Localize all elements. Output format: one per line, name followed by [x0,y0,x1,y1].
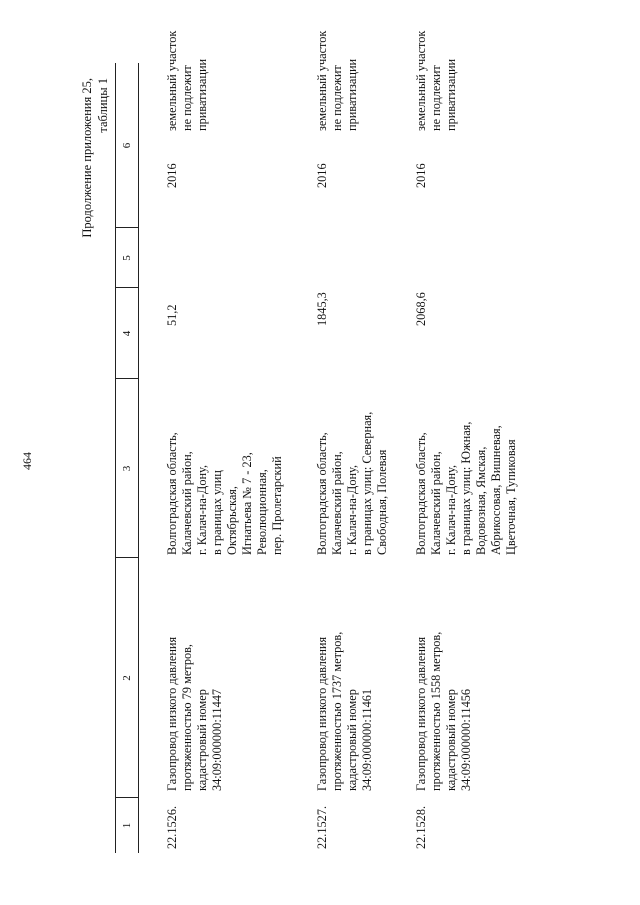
cell-note: земельный участок не подлежит приватизации [414,30,458,131]
caption-line-1: Продолжение приложения 25, [80,78,94,238]
cell-number: 22.1527. [315,805,329,849]
cell-number: 22.1528. [414,805,428,849]
cell-number: 22.1526. [165,805,179,849]
cell-address: Волгоградская область, Калачевский район, г. Калач-на-Дону, в границах улиц Октябрьская, Игнатьева № 7 - 23, Революционная, пер. Пролетарский [165,432,284,555]
cell-area: 51,2 [165,304,179,326]
cell-address: Волгоградская область, Калачевский район, г. Калач-на-Дону, в границах улиц: Южная, Водовозная, Ямская, Абрикосовая, Вишневая, Цветочная, Тупиковая [414,421,518,555]
cell-note: земельный участок не подлежит приватизации [315,30,359,131]
cell-year: 2016 [315,163,329,188]
cell-area: 2068,6 [414,292,428,326]
cell-area: 1845,3 [315,292,329,326]
page-number: 464 [20,452,34,470]
caption-line-2: таблицы 1 [96,78,110,133]
header-col-5: 5 [121,255,133,261]
table-header [115,63,139,853]
cell-address: Волгоградская область, Калачевский район, г. Калач-на-Дону, в границах улиц: Северная, Свободная, Полевая [315,411,389,555]
cell-object: Газопровод низкого давления протяженностью 79 метров, кадастровый номер 34:09:000000:11447 [165,636,224,791]
cell-object: Газопровод низкого давления протяженностью 1558 метров, кадастровый номер 34:09:000000:11456 [414,631,473,791]
cell-year: 2016 [165,163,179,188]
cell-year: 2016 [414,163,428,188]
header-col-6: 6 [121,142,133,149]
header-col-3: 3 [121,465,133,472]
header-col-1: 1 [121,822,133,829]
header-col-4: 4 [121,330,133,337]
header-col-2: 2 [121,675,133,681]
cell-object: Газопровод низкого давления протяженностью 1737 метров, кадастровый номер 34:09:000000:11461 [315,631,374,791]
cell-note: земельный участок не подлежит приватизации [165,30,209,131]
